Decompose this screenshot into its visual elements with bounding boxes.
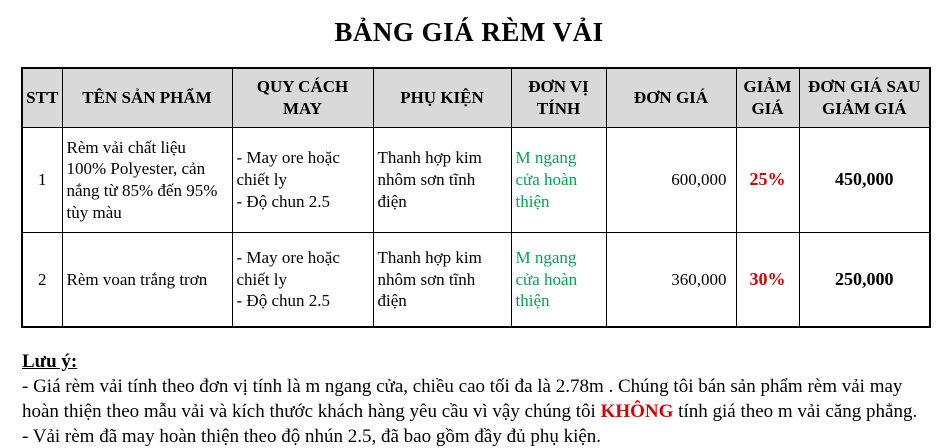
cell-unit-price: 360,000 <box>606 233 736 328</box>
cell-unit-of-measure: M ngang cửa hoàn thiện <box>511 128 606 233</box>
page-title: BẢNG GIÁ RÈM VẢI <box>334 17 604 47</box>
cell-unit-price: 600,000 <box>606 128 736 233</box>
cell-price-after-discount: 250,000 <box>799 233 930 328</box>
col-header-price-after-discount: ĐƠN GIÁ SAU GIẢM GIÁ <box>799 68 930 128</box>
col-header-stt: STT <box>22 68 62 128</box>
sewing-spec-line: - Độ chun 2.5 <box>236 291 330 311</box>
cell-accessories: Thanh hợp kim nhôm sơn tĩnh điện <box>373 233 511 328</box>
note-text: tính giá theo m vải căng phẳng. <box>673 401 918 422</box>
cell-discount-percent: 30% <box>736 233 799 328</box>
col-header-product: TÊN SẢN PHẨM <box>62 68 232 128</box>
cell-product-name: Rèm voan trắng trơn <box>62 233 232 328</box>
sewing-spec-line: - May ore hoặc chiết ly <box>236 247 340 289</box>
cell-product-name: Rèm vải chất liệu 100% Polyester, cản nắng từ 85% đến 95% tùy màu <box>62 128 232 233</box>
col-header-accessories: PHỤ KIỆN <box>373 68 511 128</box>
note-line-price-basis <box>22 374 918 424</box>
table-row <box>22 233 930 328</box>
cell-discount-percent: 25% <box>736 128 799 233</box>
col-header-discount: GIẢM GIÁ <box>736 68 799 128</box>
cell-price-after-discount: 450,000 <box>799 128 930 233</box>
price-table <box>21 67 931 328</box>
cell-stt: 2 <box>22 233 62 328</box>
table-row <box>22 128 930 233</box>
cell-sewing-spec <box>232 233 373 328</box>
notes-heading: Lưu ý: <box>22 351 78 372</box>
cell-accessories: Thanh hợp kim nhôm sơn tĩnh điện <box>373 128 511 233</box>
cell-stt: 1 <box>22 128 62 233</box>
cell-sewing-spec <box>232 128 373 233</box>
note-highlight-khong: KHÔNG <box>600 401 674 422</box>
sewing-spec-line: - Độ chun 2.5 <box>236 191 330 211</box>
sewing-spec-line: - May ore hoặc chiết ly <box>236 148 340 190</box>
table-header-row <box>22 68 930 128</box>
col-header-unit-price: ĐƠN GIÁ <box>606 68 736 128</box>
col-header-sewing-spec: QUY CÁCH MAY <box>232 68 373 128</box>
cell-unit-of-measure: M ngang cửa hoàn thiện <box>511 233 606 328</box>
note-text: - Giá rèm vải tính theo đơn vị tính là m ngang cửa, chiều cao tối đa là 2.78m . Chúng tôi bán sản phẩm rèm vải may hoàn thiện theo mẫu vải và kích thước khách hàng yêu cầu vì vậy chúng tôi <box>22 376 903 422</box>
notes-section <box>22 349 918 448</box>
notes-heading-row <box>22 349 918 374</box>
note-line-pleat-ratio: - Vải rèm đã may hoàn thiện theo độ nhún 2.5, đã bao gồm đầy đủ phụ kiện. <box>22 426 602 447</box>
col-header-unit: ĐƠN VỊ TÍNH <box>511 68 606 128</box>
